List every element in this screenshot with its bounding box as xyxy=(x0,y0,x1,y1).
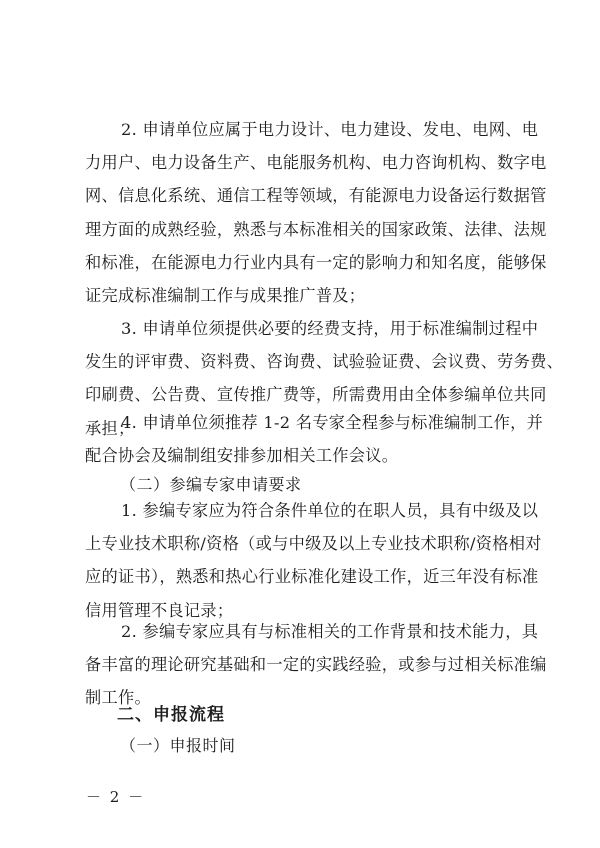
text-line: 信用管理不良记录； xyxy=(85,600,234,620)
text-line: 力用户、电力设备生产、电能服务机构、电力咨询机构、数字电 xyxy=(85,153,547,173)
text-line: 发生的评审费、资料费、咨询费、试验验证费、会议费、劳务费、 xyxy=(85,352,564,372)
text-line: 印刷费、公告费、宣传推广费等，所需费用由全体参编单位共同 xyxy=(85,385,547,405)
text-line: 备丰富的理论研究基础和一定的实践经验，或参与过相关标准编 xyxy=(85,655,547,675)
subheading-application-time: （一）申报时间 xyxy=(120,736,236,755)
text-line: 3. 申请单位须提供必要的经费支持，用于标准编制过程中 xyxy=(121,319,539,338)
text-line: 承担； xyxy=(85,418,135,438)
text-line: 和标准，在能源电力行业内具有一定的影响力和知名度，能够保 xyxy=(85,252,547,272)
text-line: 制工作。 xyxy=(85,688,151,708)
paragraph-expert-requirement-2 xyxy=(85,615,550,715)
paragraph-unit-requirement-4 xyxy=(85,406,550,472)
paragraph-expert-requirement-1 xyxy=(85,494,550,627)
section-heading-application-process: 二、申报流程 xyxy=(117,705,225,725)
paragraph-unit-requirement-2 xyxy=(85,113,550,312)
text-line: 应的证书），熟悉和热心行业标准化建设工作，近三年没有标准 xyxy=(85,567,539,587)
text-line: 2. 参编专家应具有与标准相关的工作背景和技术能力，具 xyxy=(121,622,539,641)
text-line: 网、信息化系统、通信工程等领域，有能源电力设备运行数据管 xyxy=(85,186,547,206)
text-line: 上专业技术职称/资格（或与中级及以上专业技术职称/资格相对 xyxy=(85,534,542,554)
text-line: 2. 申请单位应属于电力设计、电力建设、发电、电网、电 xyxy=(121,120,539,139)
text-line: 证完成标准编制工作与成果推广普及； xyxy=(85,286,366,306)
text-line: 1. 参编专家应为符合条件单位的在职人员，具有中级及以 xyxy=(121,501,539,520)
subheading-expert-requirements: （二）参编专家申请要求 xyxy=(120,475,302,494)
text-line: 配合协会及编制组安排参加相关工作会议。 xyxy=(85,446,399,466)
text-line: 4. 申请单位须推荐 1-2 名专家全程参与标准编制工作，并 xyxy=(121,413,544,432)
text-line: 理方面的成熟经验，熟悉与本标准相关的国家政策、法律、法规 xyxy=(85,219,547,239)
page-number: － 2 － xyxy=(86,788,146,806)
